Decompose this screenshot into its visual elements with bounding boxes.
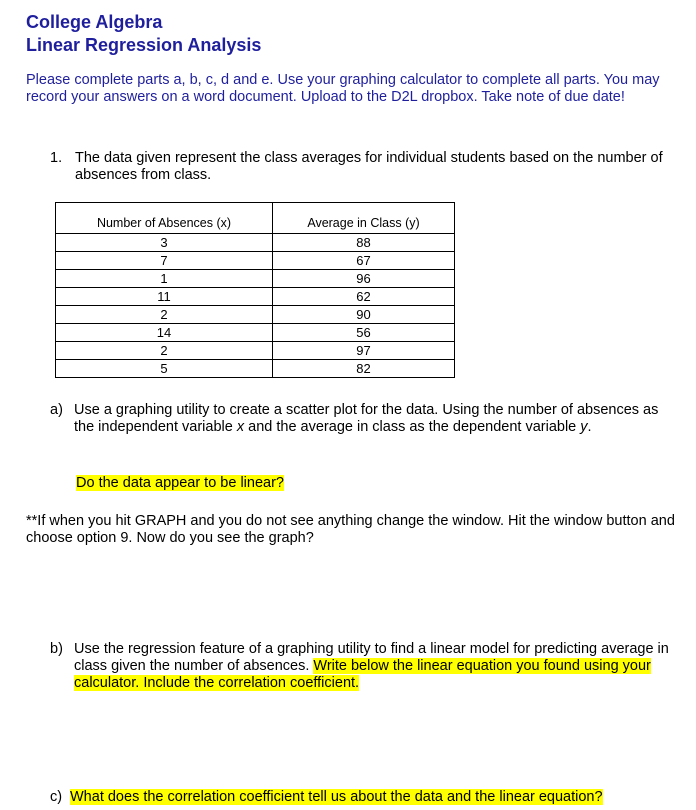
absences-cell: 2 <box>56 306 273 324</box>
average-cell: 96 <box>272 270 454 288</box>
average-cell: 67 <box>272 252 454 270</box>
header-average: Average in Class (y) <box>272 203 454 234</box>
part-b-label: b) <box>50 641 63 657</box>
topic-title: Linear Regression Analysis <box>26 35 262 55</box>
course-title: College Algebra <box>26 12 163 32</box>
part-b <box>50 641 675 692</box>
table-row <box>56 324 455 342</box>
part-c <box>50 789 690 806</box>
average-cell: 82 <box>272 360 454 378</box>
absences-cell: 5 <box>56 360 273 378</box>
absences-cell: 2 <box>56 342 273 360</box>
linear-question: Do the data appear to be linear? <box>76 475 284 491</box>
absences-cell: 11 <box>56 288 273 306</box>
average-cell: 90 <box>272 306 454 324</box>
average-cell: 56 <box>272 324 454 342</box>
average-cell: 62 <box>272 288 454 306</box>
table-row <box>56 306 455 324</box>
absences-cell: 3 <box>56 234 273 252</box>
part-b-text: Use the regression feature of a graphing utility to find a linear model for predicting average in class given the number of absences. Write below the linear equation you found using your calculator. Include the correlation coefficient. <box>74 641 669 691</box>
question-number: 1. <box>50 150 63 166</box>
graph-window-note: **If when you hit GRAPH and you do not see anything change the window. Hit the window button and choose option 9. Now do you see the graph? <box>26 513 675 546</box>
table-row <box>56 360 455 378</box>
part-c-text: What does the correlation coefficient tell us about the data and the linear equation? <box>70 789 603 805</box>
part-c-label: c) <box>50 789 63 805</box>
question-text: The data given represent the class averages for individual students based on the number of absences from class. <box>75 150 663 183</box>
absences-cell: 7 <box>56 252 273 270</box>
average-cell: 97 <box>272 342 454 360</box>
absences-cell: 1 <box>56 270 273 288</box>
table-row <box>56 252 455 270</box>
part-a-label: a) <box>50 402 63 418</box>
table-row <box>56 270 455 288</box>
question-1 <box>50 150 670 184</box>
part-a <box>50 402 675 436</box>
table-row <box>56 288 455 306</box>
table-header-row <box>56 203 455 234</box>
table-row <box>56 234 455 252</box>
part-a-text: Use a graphing utility to create a scatter plot for the data. Using the number of absences as the independent variable x and the average in class as the dependent variable y. <box>74 402 659 435</box>
data-table <box>55 202 455 378</box>
header-absences: Number of Absences (x) <box>56 203 273 234</box>
instructions: Please complete parts a, b, c, d and e. Use your graphing calculator to complete all parts. You may record your answers on a word document. Upload to the D2L dropbox. Take note of due date! <box>26 72 660 105</box>
average-cell: 88 <box>272 234 454 252</box>
absences-cell: 14 <box>56 324 273 342</box>
table-row <box>56 342 455 360</box>
